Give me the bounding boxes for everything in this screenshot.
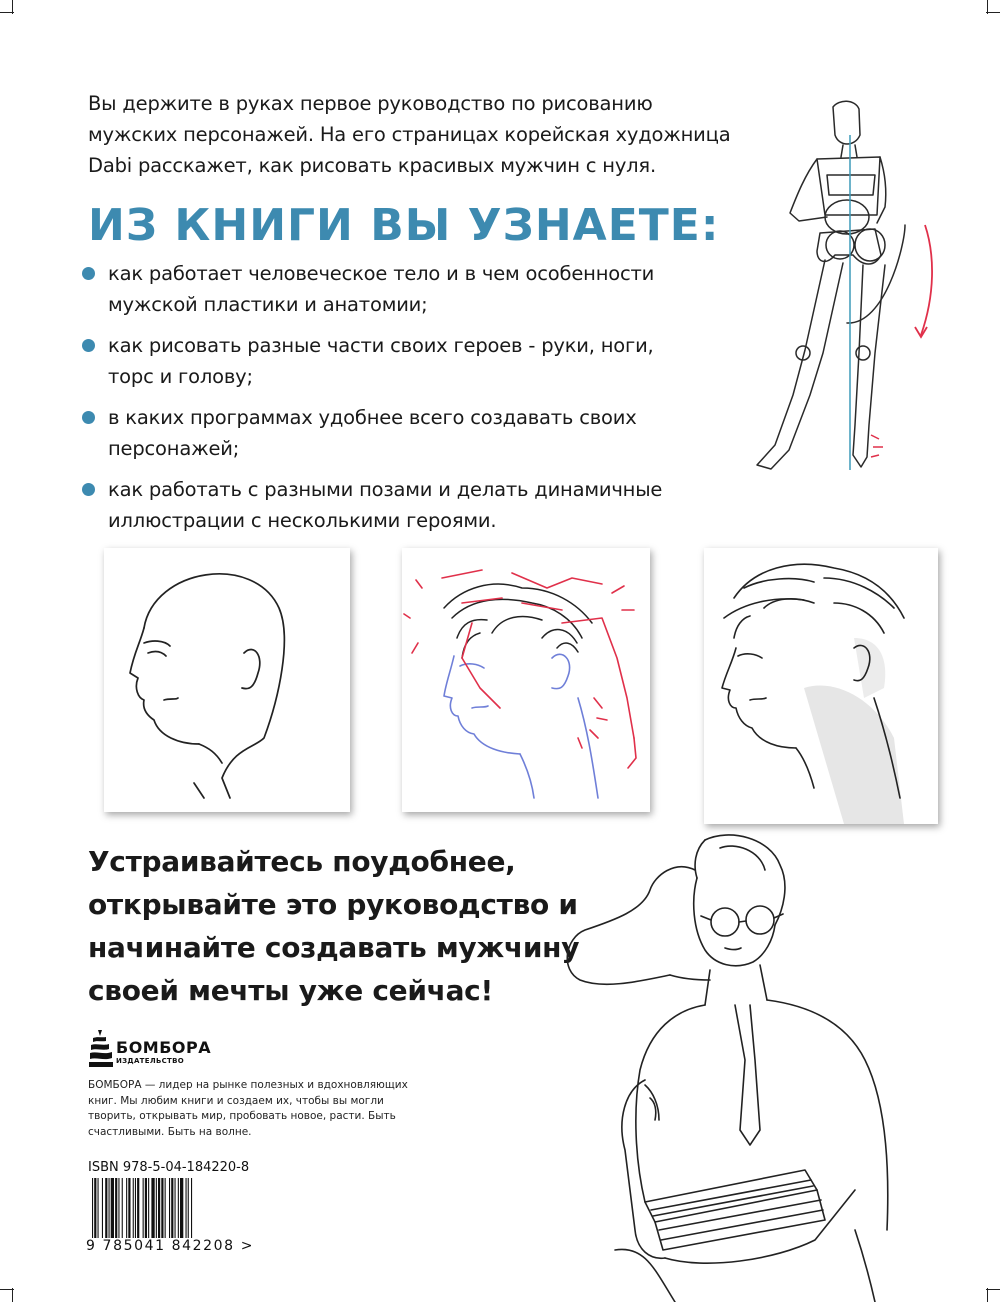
publisher-logo — [88, 1028, 218, 1068]
list-item-text: как работает человеческое тело и в чем особенности — [108, 262, 655, 285]
barcode-bar — [180, 1178, 183, 1240]
man-with-books-illustration — [555, 830, 935, 1302]
cta-line: начинайте создавать мужчину — [88, 931, 580, 964]
barcode-digits: 9 785041 842208 > — [86, 1238, 255, 1254]
barcode-bar — [175, 1178, 176, 1240]
crop-mark — [986, 1289, 1000, 1290]
barcode-bar — [133, 1178, 134, 1240]
crop-mark — [987, 0, 988, 14]
head-sketch-card-construction — [402, 548, 650, 812]
learning-points-list — [82, 258, 682, 546]
barcode-bar — [118, 1178, 119, 1240]
publisher-blurb: БОМБОРА — лидер на рынке полезных и вдохновляющих книг. Мы любим книги и создаем их, чтобы вы могли творить, открывать мир, пробовать новое, расти. Быть счастливыми. Быть на волне. — [88, 1079, 408, 1138]
barcode-bar — [94, 1178, 96, 1240]
crop-mark — [12, 1288, 13, 1302]
list-item-text: персонажей; — [108, 437, 240, 460]
barcode-bar — [122, 1178, 123, 1240]
barcode-bar — [145, 1178, 147, 1240]
crop-mark — [12, 0, 13, 14]
bald-head-sketch — [104, 548, 350, 812]
intro-paragraph — [88, 88, 731, 181]
intro-line: мужских персонажей. На его страницах корейская художница — [88, 123, 731, 146]
intro-line: Вы держите в руках первое руководство по рисованию — [88, 92, 653, 115]
barcode-bar — [191, 1178, 192, 1240]
barcode-bar — [128, 1178, 130, 1240]
barcode-bar — [158, 1178, 160, 1240]
barcode-bar — [148, 1178, 149, 1240]
call-to-action — [88, 840, 579, 1012]
crop-mark — [986, 12, 1000, 13]
barcode-bar — [137, 1178, 139, 1240]
barcode-bar — [105, 1178, 107, 1240]
list-item-text: торс и голову; — [108, 365, 253, 388]
mannequin-figure-sketch — [735, 95, 955, 480]
head-sketch-card-bald — [104, 548, 350, 812]
bombora-wave-icon — [88, 1028, 114, 1068]
bullet-dot-icon — [82, 483, 95, 496]
bullet-dot-icon — [82, 267, 95, 280]
head-sketch-card-shaded — [704, 548, 938, 824]
barcode-bar — [186, 1178, 187, 1240]
section-heading: ИЗ КНИГИ ВЫ УЗНАЕТЕ: — [88, 200, 720, 251]
publisher-name: БОМБОРА — [116, 1038, 212, 1057]
barcode-bar — [92, 1178, 93, 1240]
list-item — [82, 330, 682, 392]
bullet-dot-icon — [82, 411, 95, 424]
list-item — [82, 402, 682, 464]
barcode-bar — [156, 1178, 157, 1240]
intro-line: Dabi расскажет, как рисовать красивых мужчин с нуля. — [88, 154, 656, 177]
cta-line: Устраивайтесь поудобнее, — [88, 845, 516, 878]
bullet-dot-icon — [82, 339, 95, 352]
barcode-bar — [115, 1178, 117, 1240]
barcode-bar — [111, 1178, 114, 1240]
list-item-text: как работать с разными позами и делать динамичные — [108, 478, 663, 501]
list-item — [82, 258, 682, 320]
list-item — [82, 474, 682, 536]
cta-line: открывайте это руководство и — [88, 888, 578, 921]
barcode-bar — [98, 1178, 99, 1240]
publisher-subtitle: ИЗДАТЕЛЬСТВО — [116, 1057, 184, 1065]
shaded-head-sketch — [704, 548, 938, 824]
barcode-bar — [151, 1178, 154, 1240]
barcode-bar — [109, 1178, 110, 1240]
list-item-text: в каких программах удобнее всего создавать своих — [108, 406, 637, 429]
barcode-bar — [171, 1178, 173, 1240]
barcode-bar — [126, 1178, 127, 1240]
list-item-text: как рисовать разные части своих героев - руки, ноги, — [108, 334, 654, 357]
list-item-text: иллюстрации с несколькими героями. — [108, 509, 497, 532]
barcode-bar — [165, 1178, 166, 1240]
isbn-label: ISBN 978-5-04-184220-8 — [88, 1160, 250, 1175]
barcode-bar — [135, 1178, 136, 1240]
barcode-bar — [169, 1178, 170, 1240]
barcode-bar — [102, 1178, 103, 1240]
cta-line: своей мечты уже сейчас! — [88, 974, 493, 1007]
barcode-bar — [178, 1178, 179, 1240]
construction-head-sketch — [402, 548, 650, 812]
crop-mark — [987, 1288, 988, 1302]
barcode-bar — [161, 1178, 163, 1240]
barcode-bar — [143, 1178, 144, 1240]
barcode-bar — [188, 1178, 189, 1240]
list-item-text: мужской пластики и анатомии; — [108, 293, 428, 316]
